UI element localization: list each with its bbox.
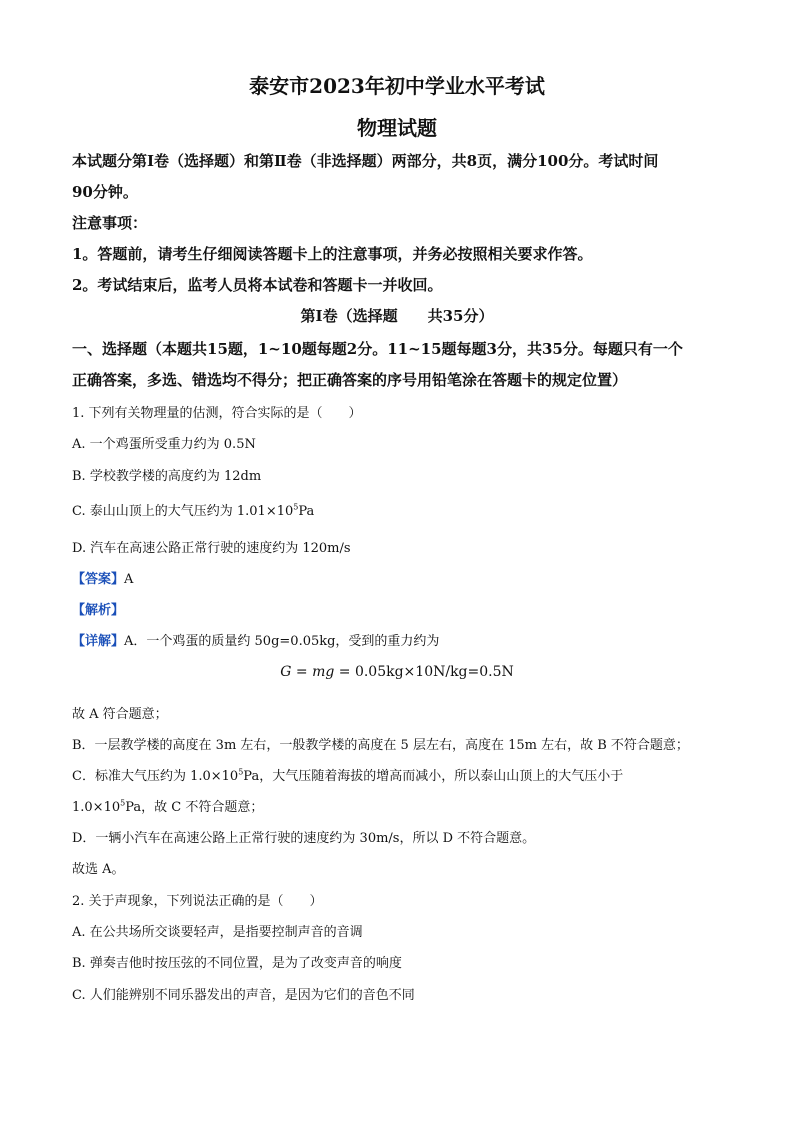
q1-line-c-1-rest: Pa，大气压随着海拔的增高而减小，所以泰山山顶上的大气压小于 xyxy=(243,769,624,784)
q1-line-b: B．一层教学楼的高度在 3m 左右，一般教学楼的高度在 5 层左右，高度在 15m 左右，故 B 不符合题意； xyxy=(72,738,689,753)
q1-option-c-text: C. 泰山山顶上的大气压约为 1.01×10 xyxy=(72,504,294,519)
q2-option-a: A. 在公共场所交谈要轻声，是指要控制声音的音调 xyxy=(72,925,363,940)
q1-option-c xyxy=(72,500,314,519)
q1-option-c-exponent: 5 xyxy=(293,502,299,512)
section-instruction-line-2: 正确答案，多选、错选均不得分；把正确答案的序号用铅笔涂在答题卡的规定位置） xyxy=(72,371,628,389)
q2-stem: 2. 关于声现象，下列说法正确的是（ ） xyxy=(72,894,323,909)
q1-line-a: 故 A 符合题意； xyxy=(72,707,168,722)
detail-tag: 【详解】 xyxy=(72,634,125,649)
formula-equals: = xyxy=(291,664,313,680)
page-title: 泰安市2023年初中学业水平考试 xyxy=(249,74,545,98)
answer-value: A xyxy=(124,572,134,587)
analysis-tag: 【解析】 xyxy=(72,603,125,618)
q2-option-b: B. 弹奏吉他时按压弦的不同位置，是为了改变声音的响度 xyxy=(72,956,402,971)
notice-item-1: 1。答题前，请考生仔细阅读答题卡上的注意事项，并务必按照相关要求作答。 xyxy=(72,245,593,263)
formula-symbol-mg: mg xyxy=(312,664,335,680)
q1-answer xyxy=(72,568,133,587)
page-subtitle: 物理试题 xyxy=(357,116,437,140)
q1-line-c-2-text: 1.0×10 xyxy=(72,800,121,815)
intro-line-1: 本试题分第Ⅰ卷（选择题）和第Ⅱ卷（非选择题）两部分，共8页，满分100分。考试时间 xyxy=(72,152,659,170)
q1-stem: 1. 下列有关物理量的估测，符合实际的是（ ） xyxy=(72,406,362,421)
q1-option-a: A. 一个鸡蛋所受重力约为 0.5N xyxy=(72,437,256,452)
q1-line-c-2 xyxy=(72,796,263,815)
q1-line-d: D．一辆小汽车在高速公路上正常行驶的速度约为 30m/s，所以 D 不符合题意。 xyxy=(72,831,536,846)
q1-option-c-unit: Pa xyxy=(298,504,315,519)
notice-title: 注意事项： xyxy=(72,214,148,232)
q1-line-c-2-exponent: 5 xyxy=(120,798,126,808)
q1-line-c-2-rest: Pa，故 C 不符合题意； xyxy=(125,800,264,815)
q1-conclusion: 故选 A。 xyxy=(72,862,125,877)
notice-item-2: 2。考试结束后，监考人员将本试卷和答题卡一并收回。 xyxy=(72,276,443,294)
q1-option-d: D. 汽车在高速公路正常行驶的速度约为 120m/s xyxy=(72,541,351,556)
formula-gravity xyxy=(0,664,794,680)
q1-option-b: B. 学校教学楼的高度约为 12dm xyxy=(72,469,262,484)
q1-line-c-1-text: C．标准大气压约为 1.0×10 xyxy=(72,769,239,784)
detail-text: A．一个鸡蛋的质量约 50g=0.05kg，受到的重力约为 xyxy=(124,634,440,649)
q1-line-c-1 xyxy=(72,765,623,784)
section-instruction-line-1: 一、选择题（本题共15题，1~10题每题2分。11~15题每题3分，共35分。每题只有一个 xyxy=(72,340,683,358)
formula-rest: = 0.05kg×10N/kg=0.5N xyxy=(334,664,514,680)
part1-title: 第Ⅰ卷（选择题 共35分） xyxy=(300,307,494,325)
intro-line-2: 90分钟。 xyxy=(72,183,138,201)
formula-symbol-g: G xyxy=(280,664,292,680)
q2-option-c: C. 人们能辨别不同乐器发出的声音，是因为它们的音色不同 xyxy=(72,988,415,1003)
answer-tag: 【答案】 xyxy=(72,572,125,587)
q1-analysis xyxy=(72,599,124,618)
q1-detail xyxy=(72,630,439,649)
q1-line-c-1-exponent: 5 xyxy=(238,767,244,777)
